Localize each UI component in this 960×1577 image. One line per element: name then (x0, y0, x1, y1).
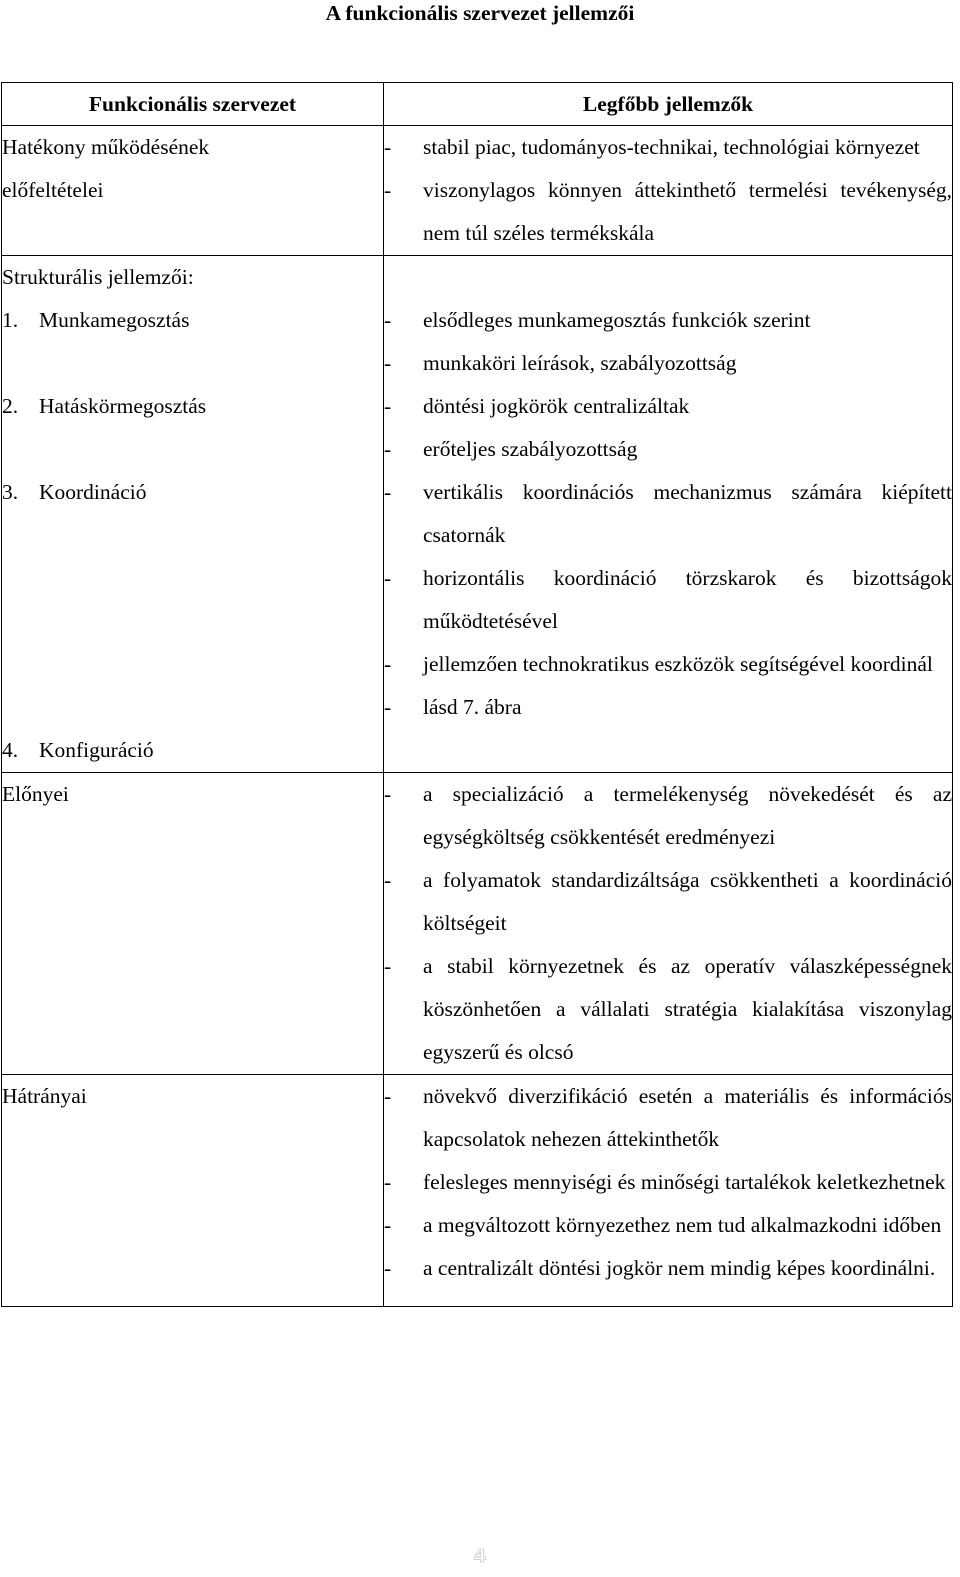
list-item (384, 557, 952, 643)
disadvantages-label-cell (2, 1075, 384, 1307)
dash-bullet: - (384, 178, 392, 202)
list-item-text: elsődleges munkamegosztás funkciók szerint (423, 308, 811, 332)
advantages-label-cell (2, 773, 384, 1075)
characteristics-table (1, 82, 953, 1307)
section-number: 2. (2, 394, 19, 418)
label-gap (2, 514, 383, 557)
list-item-text: a megváltozott környezethez nem tud alkalmazkodni időben (423, 1213, 942, 1237)
list-item-text: a folyamatok standardizáltsága csökkentheti a koordináció költségeit (423, 868, 952, 935)
list-item (384, 643, 952, 686)
list-item (384, 385, 952, 428)
preconditions-items-cell (384, 126, 953, 256)
list-item (384, 1204, 952, 1247)
header-main-characteristics: Legfőbb jellemzők (384, 83, 953, 126)
label-gap (2, 557, 383, 600)
dash-bullet: - (384, 1084, 392, 1108)
items-gap (384, 256, 952, 299)
label-gap (2, 686, 383, 729)
list-item (384, 1247, 952, 1290)
disadvantages-label: Hátrányai (2, 1084, 87, 1108)
section-title: Konfiguráció (39, 738, 154, 762)
label-gap (2, 600, 383, 643)
list-item-text: munkaköri leírások, szabályozottság (423, 351, 737, 375)
section-number: 1. (2, 308, 19, 332)
list-item-text: döntési jogkörök centralizáltak (423, 394, 690, 418)
list-item (384, 169, 952, 255)
page-title: A funkcionális szervezet jellemzői (325, 1, 635, 25)
advantages-row (2, 773, 953, 1075)
list-item (384, 773, 952, 859)
preconditions-row (2, 126, 953, 256)
list-item (384, 945, 952, 1074)
label-gap (2, 643, 383, 686)
list-item-text: stabil piac, tudományos-technikai, technológiai környezet (423, 135, 920, 159)
dash-bullet: - (384, 135, 392, 159)
dash-bullet: - (384, 308, 392, 332)
label-gap (2, 428, 383, 471)
list-item-text: horizontális koordináció törzskarok és bizottságok működtetésével (423, 566, 952, 633)
list-item-text: a stabil környezetnek és az operatív válaszképességnek köszönhetően a vállalati stratégia kialakítása viszonylag egyszerű és olcsó (423, 954, 952, 1064)
structural-label-cell (2, 256, 384, 773)
dash-bullet: - (384, 437, 392, 461)
section-label-1 (2, 299, 383, 342)
dash-bullet: - (384, 652, 392, 676)
preconditions-label-line1: Hatékony működésének (2, 135, 210, 159)
list-item (384, 1075, 952, 1161)
list-item (384, 471, 952, 557)
disadvantages-items-cell (384, 1075, 953, 1307)
label-gap (2, 342, 383, 385)
list-item (384, 342, 952, 385)
list-item-text: növekvő diverzifikáció esetén a materiális és információs kapcsolatok nehezen áttekinthetők (423, 1084, 952, 1151)
list-item (384, 859, 952, 945)
list-item (384, 299, 952, 342)
dash-bullet: - (384, 1256, 392, 1280)
cell-bottom-padding (384, 1290, 952, 1306)
section-label-4 (2, 729, 383, 772)
list-item-text: erőteljes szabályozottság (423, 437, 638, 461)
preconditions-label-cell (2, 126, 384, 256)
disadvantages-row (2, 1075, 953, 1307)
list-item-text: vertikális koordinációs mechanizmus számára kiépített csatornák (423, 480, 952, 547)
table-header-row (2, 83, 953, 126)
list-item-text: jellemzően technokratikus eszközök segítségével koordinál (423, 652, 933, 676)
dash-bullet: - (384, 1170, 392, 1194)
structural-items-cell (384, 256, 953, 773)
page-number: 4 (473, 1546, 487, 1567)
dash-bullet: - (384, 695, 392, 719)
dash-bullet: - (384, 1213, 392, 1237)
structural-label: Strukturális jellemzői: (2, 265, 194, 289)
dash-bullet: - (384, 394, 392, 418)
dash-bullet: - (384, 351, 392, 375)
structural-row (2, 256, 953, 773)
advantages-label: Előnyei (2, 782, 69, 806)
list-item-text: viszonylagos könnyen áttekinthető termelési tevékenység, nem túl széles termékskála (423, 178, 952, 245)
preconditions-label-line2: előfeltételei (2, 178, 104, 202)
section-label-2 (2, 385, 383, 428)
section-label-3 (2, 471, 383, 514)
list-item-text: felesleges mennyiségi és minőségi tartalékok keletkezhetnek (423, 1170, 946, 1194)
list-item (384, 686, 952, 729)
section-number: 3. (2, 480, 19, 504)
section-title: Hatáskörmegosztás (39, 394, 207, 418)
list-item (384, 1161, 952, 1204)
list-item (384, 428, 952, 471)
dash-bullet: - (384, 954, 392, 978)
dash-bullet: - (384, 782, 392, 806)
header-functional-org: Funkcionális szervezet (2, 83, 384, 126)
list-item (384, 126, 952, 169)
list-item-text: a specializáció a termelékenység növekedését és az egységköltség csökkentését eredményezi (423, 782, 952, 849)
section-number: 4. (2, 738, 19, 762)
list-item-text: lásd 7. ábra (423, 695, 522, 719)
dash-bullet: - (384, 868, 392, 892)
section-title: Munkamegosztás (39, 308, 190, 332)
advantages-items-cell (384, 773, 953, 1075)
dash-bullet: - (384, 566, 392, 590)
dash-bullet: - (384, 480, 392, 504)
section-title: Koordináció (39, 480, 147, 504)
list-item-text: a centralizált döntési jogkör nem mindig képes koordinálni. (423, 1256, 936, 1280)
